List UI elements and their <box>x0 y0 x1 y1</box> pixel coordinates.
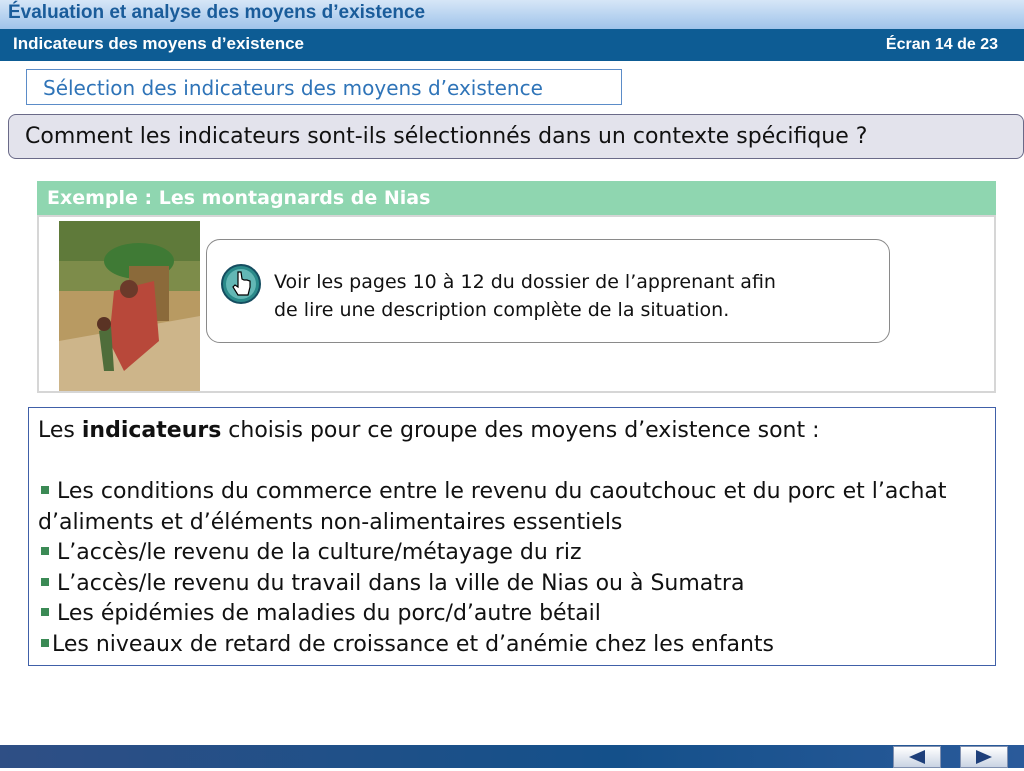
indicators-intro <box>38 416 990 447</box>
list-item-text: Les conditions du commerce entre le revenu du caoutchouc et du porc et l’achat d’aliments et d’éléments non-alimentaires essentiels <box>38 479 947 535</box>
example-title: Exemple : Les montagnards de Nias <box>47 187 431 209</box>
list-item <box>38 599 990 630</box>
spacer-line <box>38 447 990 478</box>
intro-bold: indicateurs <box>81 418 222 443</box>
note-text <box>274 268 884 324</box>
app-title: Évaluation et analyse des moyens d’existence <box>8 2 426 23</box>
previous-button[interactable] <box>893 746 941 768</box>
question-box <box>8 114 1024 159</box>
bullet-icon <box>41 578 49 586</box>
list-item-text: Les épidémies de maladies du porc/d’autre bétail <box>57 601 601 626</box>
bullet-icon <box>41 547 49 555</box>
section-title: Sélection des indicateurs des moyens d’existence <box>43 76 543 100</box>
footer-bar <box>0 745 1024 768</box>
list-item <box>38 569 990 600</box>
previous-arrow-icon <box>894 747 940 767</box>
question-text: Comment les indicateurs sont-ils sélectionnés dans un contexte spécifique ? <box>25 124 868 149</box>
module-title: Indicateurs des moyens d’existence <box>13 34 305 53</box>
next-button[interactable] <box>960 746 1008 768</box>
list-item-text: Les niveaux de retard de croissance et d’anémie chez les enfants <box>52 631 775 657</box>
section-title-box <box>26 69 622 105</box>
note-line-1: Voir les pages 10 à 12 du dossier de l’apprenant afin <box>274 271 776 293</box>
list-item <box>38 477 990 538</box>
bullet-icon <box>41 608 49 616</box>
next-arrow-icon <box>961 747 1007 767</box>
list-item <box>38 538 990 569</box>
intro-suffix: choisis pour ce groupe des moyens d’existence sont : <box>221 418 820 443</box>
pointing-hand-icon[interactable] <box>220 263 262 305</box>
indicators-content <box>38 416 990 660</box>
example-header <box>37 181 996 215</box>
note-line-2: de lire une description complète de la situation. <box>274 299 730 321</box>
screen-counter: Écran 14 de 23 <box>885 36 998 53</box>
bullet-icon <box>41 486 49 494</box>
intro-prefix: Les <box>38 418 82 443</box>
list-item-text: L’accès/le revenu du travail dans la ville de Nias ou à Sumatra <box>57 570 745 596</box>
photo-illustration <box>59 221 200 391</box>
mountain-people-photo <box>59 221 200 391</box>
bullet-icon <box>41 639 49 647</box>
list-item-text: L’accès/le revenu de la culture/métayage du riz <box>57 540 582 565</box>
list-item <box>38 630 990 661</box>
